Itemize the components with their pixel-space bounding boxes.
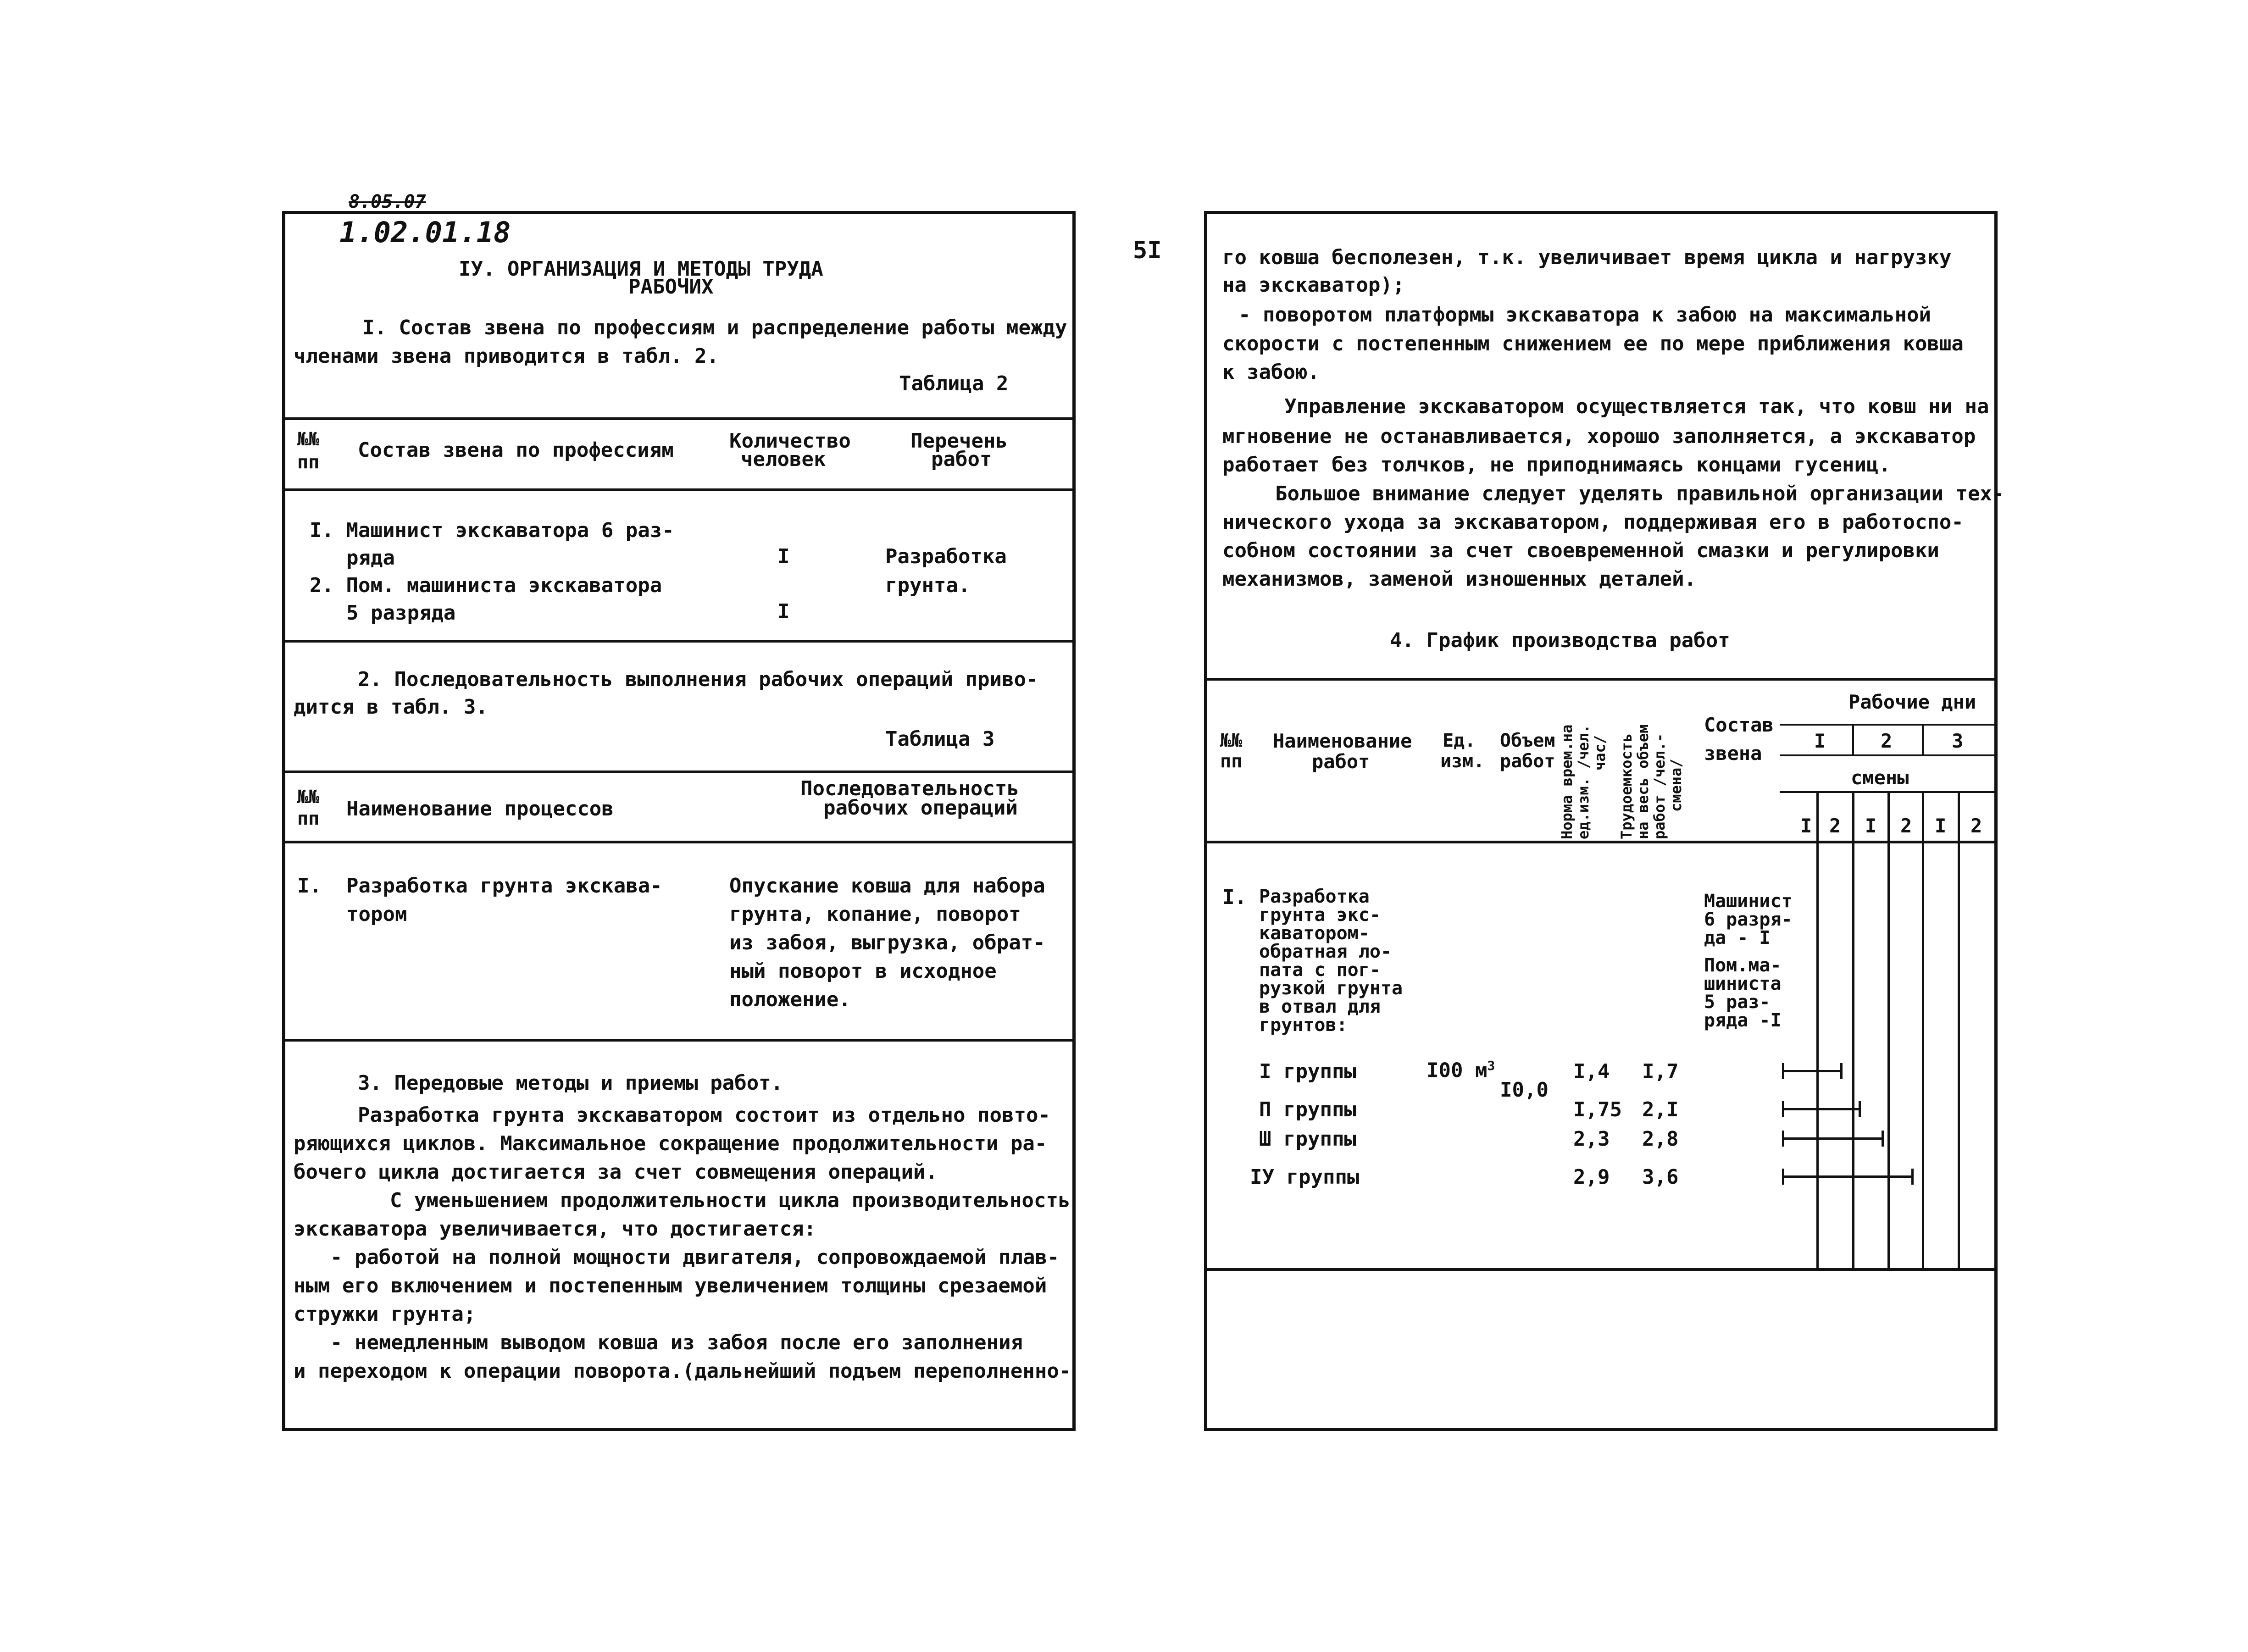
table2-col-num-2: пп [297,452,320,473]
schedule-col-days: Рабочие дни [1848,691,1976,713]
row-name-line: каватором- [1259,923,1370,944]
table3-row-seq-3: из забоя, выгрузка, обрат- [729,931,1045,954]
group-name: П группы [1259,1098,1356,1121]
gantt-bar-end [1782,1063,1784,1079]
row-name-line: пата с пог- [1259,959,1381,981]
table2-works-cont: грунта. [885,574,971,597]
group-norm: I,75 [1573,1098,1622,1121]
schedule-top-rule [1204,678,1998,681]
day-numbers-rule [1780,754,1998,756]
schedule-col-num-2: пп [1220,751,1243,772]
schedule-col-volume: Объем [1500,730,1555,751]
shift-cell: 2 [1900,815,1912,837]
group-labor: 2,I [1642,1098,1679,1121]
schedule-col-volume-2: работ [1500,751,1555,772]
table3-bottom-rule [282,1039,1076,1042]
schedule-row-num: I. [1222,886,1247,909]
shift-grid-line [1816,791,1819,1269]
schedule-title: 4. График производства работ [1390,629,1730,652]
section-title-cont: РАБОЧИХ [628,275,714,299]
table3-row-seq-2: грунта, копание, поворот [729,903,1021,926]
schedule-col-crew-2: звена [1704,742,1762,765]
paragraph-3-line: бочего цикла достигается за счет совмещения операций. [294,1160,938,1184]
labor-label-4: смена/ [1667,759,1685,812]
group-labor: 3,6 [1642,1165,1679,1189]
labor-label-3: работ /чел.- [1651,733,1668,839]
schedule-bottom-rule [1204,1268,1998,1271]
right-text-line: к забою. [1222,360,1320,384]
shift-cell: I [1935,815,1947,837]
norm-label-2: ед.изм. /чел. [1575,724,1592,839]
table3-row-seq-1: Опускание ковша для набора [729,874,1045,898]
group-labor: 2,8 [1642,1127,1679,1151]
right-text-line: на экскаватор); [1222,273,1405,297]
table2-col-num: №№ [297,429,320,450]
day-2: 2 [1881,730,1893,752]
paragraph-3-line: экскаватора увеличивается, что достигается: [294,1217,816,1241]
table2-col-prof: Состав звена по профессиям [358,438,674,462]
group-name: I группы [1259,1060,1356,1083]
right-text-line: работает без толчков, не приподнимаясь концами гусениц. [1222,453,1891,477]
table3-header-rule [282,841,1076,843]
paragraph-2-cont: дится в табл. 3. [294,695,488,719]
paragraph-3-line: - немедленным выводом ковша из забоя после его заполнения [330,1331,1023,1354]
unit-value [1427,1059,1495,1081]
shift-grid-line [1852,791,1854,1269]
gantt-bar-end [1782,1101,1784,1117]
days-rule [1780,724,1998,726]
schedule-col-unit-2: изм. [1440,751,1485,772]
unit-text: I00 м [1427,1059,1488,1082]
gantt-bar [1782,1137,1883,1140]
section-title: IУ. ОРГАНИЗАЦИЯ И МЕТОДЫ ТРУДА [459,257,823,281]
crew-line: ряда -I [1704,1010,1782,1031]
table2-row-2: 2. Пом. машиниста экскаватора [310,574,662,597]
shift-grid-line [1887,791,1890,1269]
table2-row-1-cont: ряда [346,546,395,570]
schedule-col-name: Наименование [1273,730,1412,752]
row-name-line: обратная ло- [1259,941,1392,962]
table3-col-seq: Последовательность [800,777,1019,800]
table3-col-num-2: пп [297,808,320,829]
right-text-line: го ковша бесполезен, т.к. увеличивает время цикла и нагрузку [1222,246,1952,269]
paragraph-1: I. Состав звена по профессиям и распределение работы между [362,316,1067,339]
table2-caption: Таблица 2 [899,372,1009,395]
paragraph-3-line: - работой на полной мощности двигателя, сопровождаемой плав- [330,1246,1060,1269]
paragraph-3-line: и переходом к операции поворота.(дальнейший подъем переполненно- [294,1359,1071,1383]
group-labor: I,7 [1642,1060,1679,1083]
schedule-col-norm [1560,725,1607,839]
crew-line: Пом.ма- [1704,955,1782,976]
gantt-bar-end [1782,1131,1784,1147]
gantt-bar [1782,1108,1860,1110]
right-text-line: - поворотом платформы экскаватора к забою на максимальной [1238,303,1931,327]
table2-row-1: I. Машинист экскаватора 6 раз- [310,519,674,542]
table2-row-2-cont: 5 разряда [346,601,456,625]
table3-row-num: I. [297,874,322,898]
table2-row-2-count: I [777,600,790,623]
shifts-label: смены [1851,766,1909,789]
right-text-line: собном состоянии за счет своевременной смазки и регулировки [1222,539,1939,562]
day-divider [1922,725,1924,754]
table3-caption: Таблица 3 [885,727,995,751]
gantt-bar-end [1882,1131,1884,1147]
right-text-line: скорости с постепенным снижением ее по мере приближения ковша [1222,332,1964,355]
table3-row-proc-2: тором [346,903,407,926]
table2-row-1-count: I [777,545,790,568]
table3-row-proc: Разработка грунта экскава- [346,874,662,898]
volume-value: I0,0 [1500,1078,1549,1102]
shift-cell: I [1865,815,1877,837]
group-norm: I,4 [1573,1060,1610,1083]
gantt-bar-end [1859,1101,1861,1117]
crew-line: да - I [1704,927,1771,948]
group-norm: 2,9 [1573,1165,1610,1189]
crew-line: 6 разря- [1704,909,1793,930]
gantt-bar-end [1782,1169,1784,1185]
unit-sup: 3 [1487,1058,1495,1073]
row-name-line: Разработка [1259,886,1370,907]
table3-row-seq-4: ный поворот в исходное [729,959,997,983]
shift-grid-line [1922,791,1924,1269]
table3-col-num: №№ [297,787,320,808]
paragraph-3-line: Разработка грунта экскаватором состоит из отдельно повто- [358,1103,1050,1127]
group-name: Ш группы [1259,1127,1356,1151]
right-text-line: мгновение не останавливается, хорошо заполняется, а экскаватор [1222,425,1976,448]
gantt-bar-end [1911,1169,1914,1185]
crew-line: 5 раз- [1704,992,1771,1013]
schedule-col-crew: Состав [1704,714,1774,736]
doc-code-struck: 8.05.07 [349,191,426,212]
table3-row-seq-5: положение. [729,988,851,1011]
labor-label-1: Трудоемкость [1618,733,1635,839]
table2-col-count: Количество [729,429,851,453]
crew-line: шиниста [1704,973,1782,994]
row-name-line: в отвал для [1259,996,1381,1017]
right-text-line: нического ухода за экскаватором, поддерживая его в работоспо- [1222,510,1964,534]
table2-header-rule [282,488,1076,491]
paragraph-3-line: С уменьшением продолжительности цикла производительность [390,1189,1071,1212]
schedule-col-name-2: работ [1312,750,1370,773]
gantt-bar [1782,1070,1842,1072]
labor-label-2: на весь объем [1634,724,1652,839]
shift-cell: 2 [1970,815,1982,837]
day-1: I [1814,730,1826,752]
doc-code: 1.02.01.18 [339,216,511,249]
shift-grid-line [1958,791,1960,1269]
shift-cell: 2 [1829,815,1841,837]
table3-top-rule [282,771,1076,773]
paragraph-3-title: 3. Передовые методы и приемы работ. [358,1071,783,1095]
paragraph-3-line: ряющихся циклов. Максимальное сокращение продолжительности ра- [294,1132,1047,1155]
table2-col-count-2: человек [741,448,826,471]
table2-col-works-2: работ [931,448,992,471]
table2-top-rule [282,417,1076,420]
paragraph-3-line: ным его включением и постепенным увеличением толщины срезаемой [294,1274,1047,1297]
row-name-line: грунта экс- [1259,904,1381,926]
table2-works: Разработка [885,545,1007,568]
right-text-line: Большое внимание следует уделять правильной организации тех- [1275,482,2004,505]
day-3: 3 [1952,730,1964,752]
schedule-col-labor [1619,725,1683,839]
norm-label-1: Норма врем.на [1558,724,1576,839]
norm-label-3: час/ [1591,735,1609,771]
table2-col-works: Перечень [910,429,1008,453]
schedule-col-num: №№ [1220,730,1243,751]
table3-col-seq-2: рабочих операций [823,796,1018,820]
shift-cell: I [1800,815,1812,837]
gantt-bar [1782,1175,1913,1178]
paragraph-1-cont: членами звена приводится в табл. 2. [294,344,719,368]
row-name-line: грунтов: [1259,1014,1348,1036]
day-divider [1852,725,1854,754]
gantt-bar-end [1840,1063,1843,1079]
page-number: 5I [1133,237,1162,264]
schedule-col-unit: Ед. [1443,730,1476,751]
table3-col-proc: Наименование процессов [346,797,614,820]
group-name: IУ группы [1250,1165,1360,1189]
group-norm: 2,3 [1573,1127,1610,1151]
table2-bottom-rule [282,640,1076,643]
right-text-line: Управление экскаватором осуществляется так, что ковш ни на [1284,395,1989,418]
right-text-line: механизмов, заменой изношенных деталей. [1222,567,1697,591]
row-name-line: рузкой грунта [1259,978,1403,999]
paragraph-3-line: стружки грунта; [294,1303,476,1326]
crew-line: Машинист [1704,891,1793,912]
schedule-header-rule [1204,841,1998,843]
paragraph-2: 2. Последовательность выполнения рабочих операций приво- [358,668,1038,691]
